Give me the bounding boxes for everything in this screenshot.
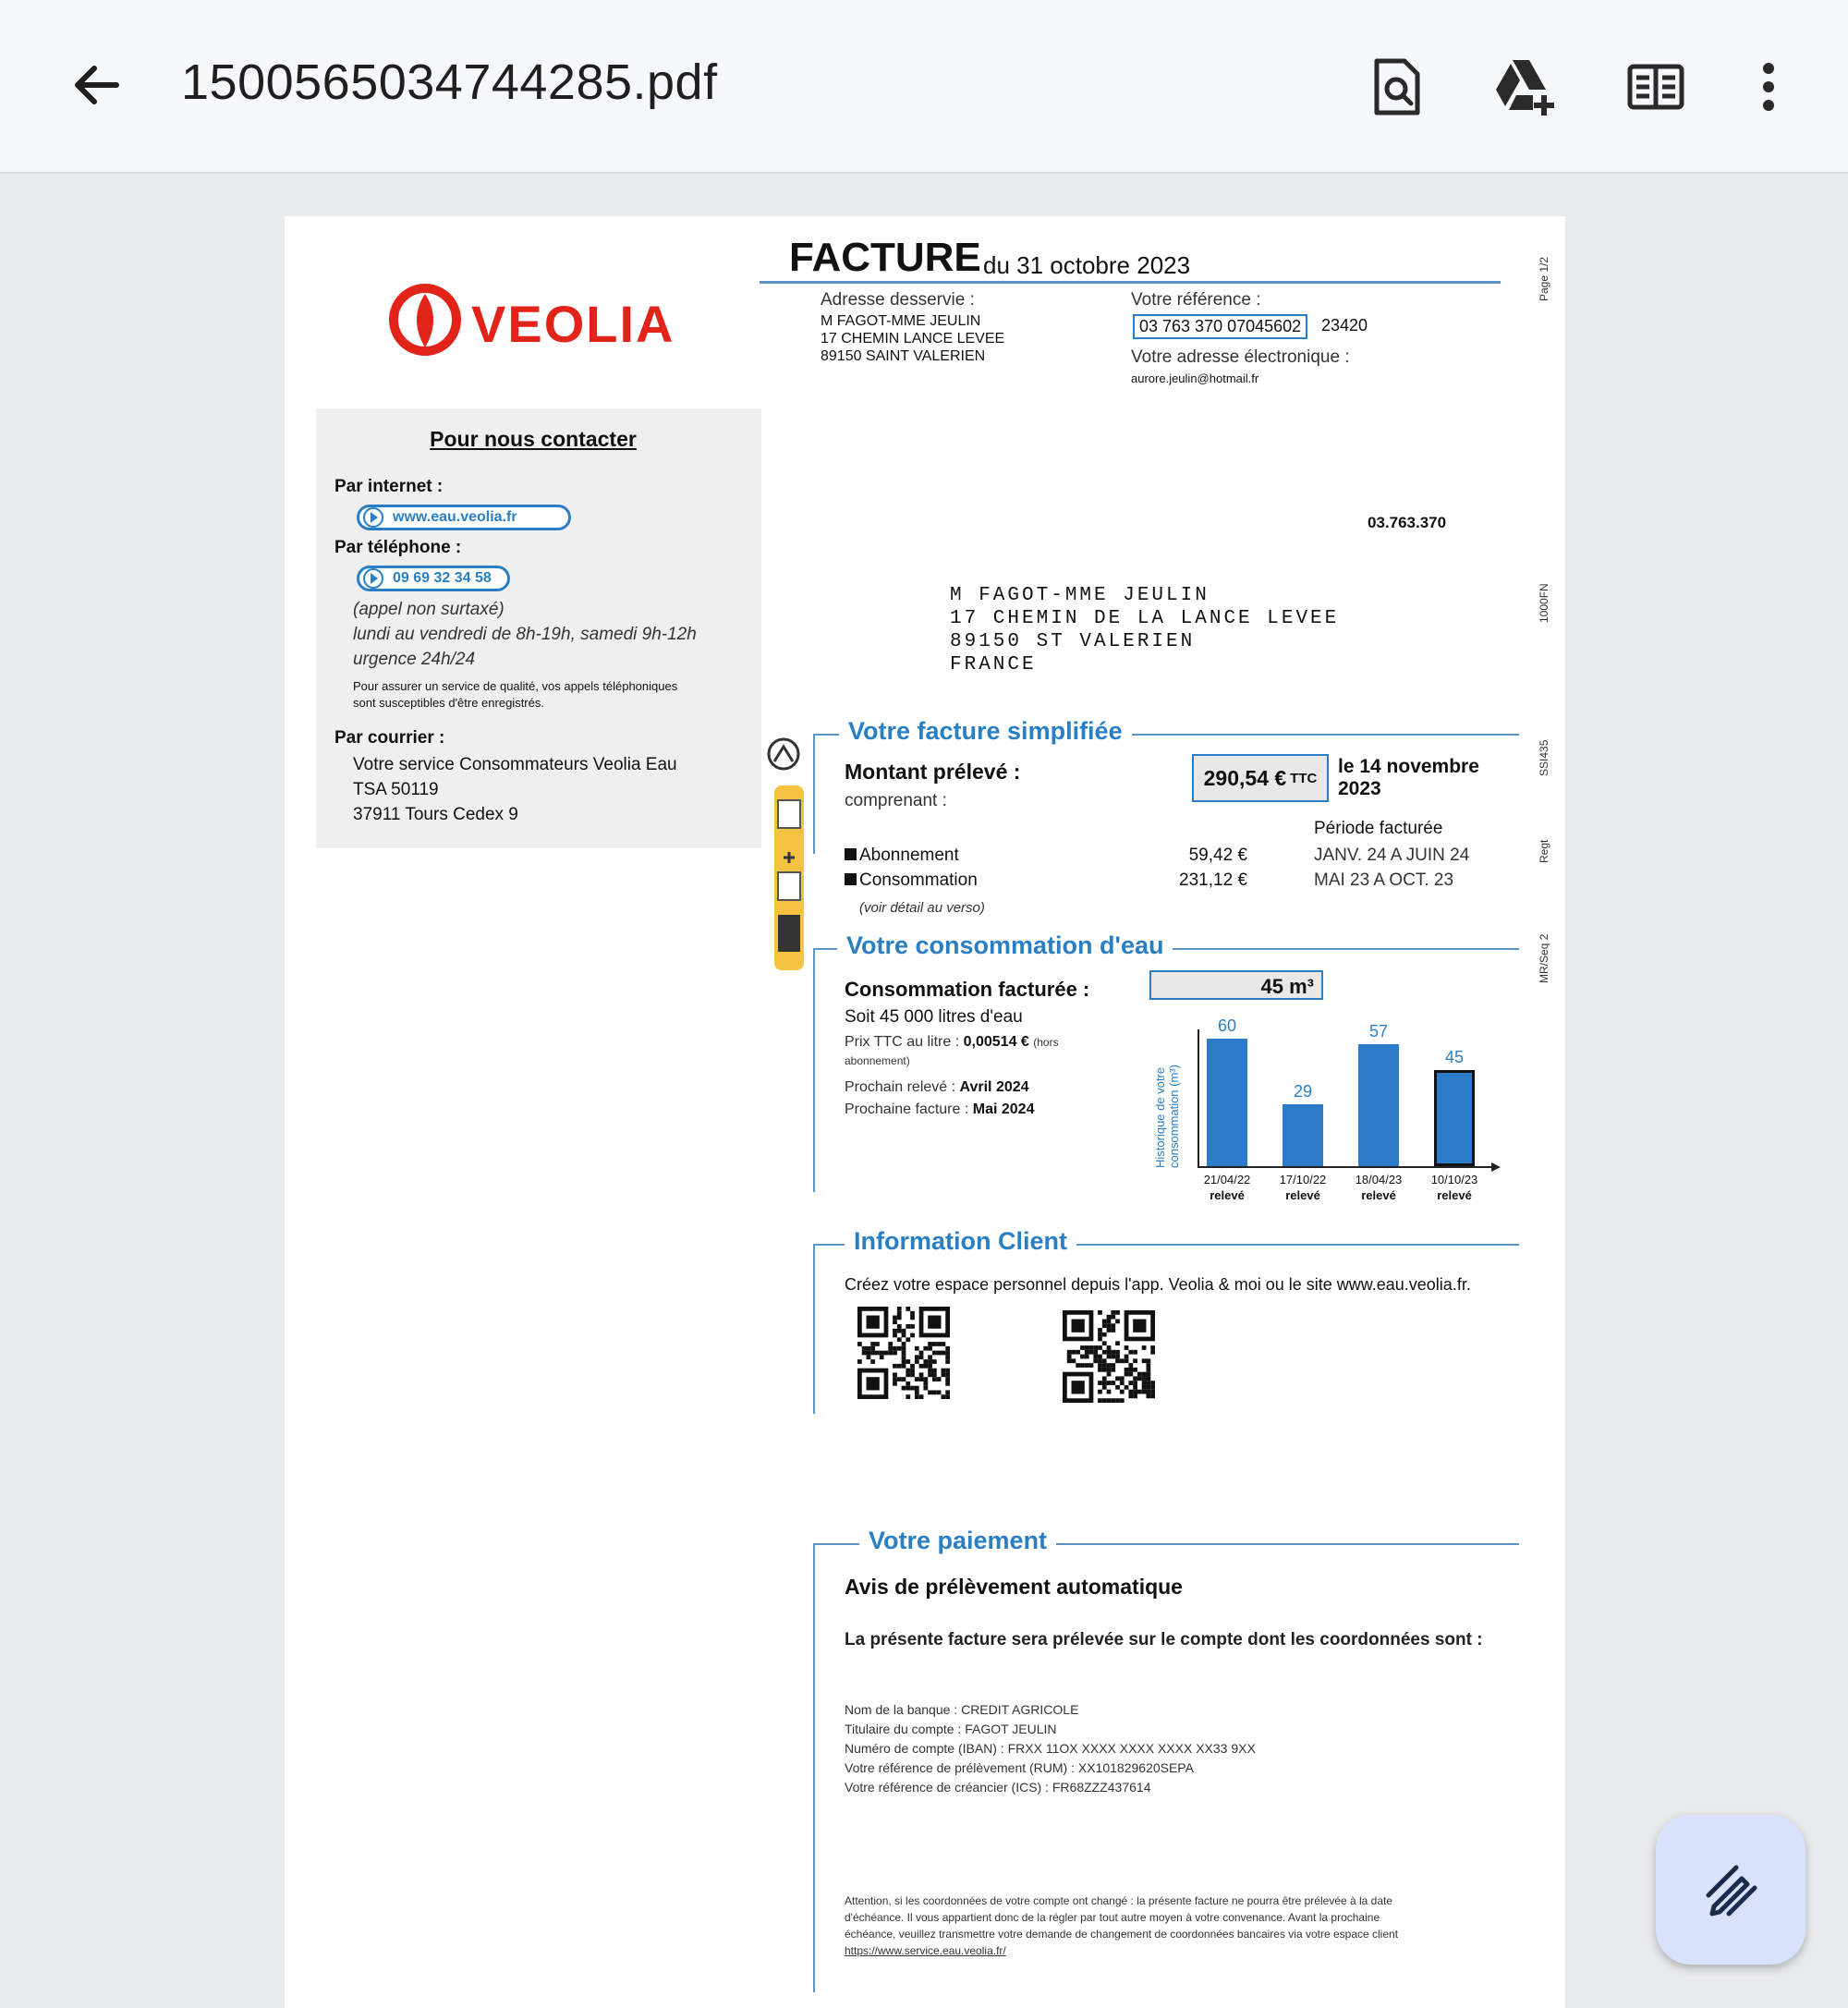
email-value: aurore.jeulin@hotmail.fr bbox=[1131, 371, 1259, 385]
billing-line-label: Consommation bbox=[859, 870, 978, 890]
reference-label: Votre référence : bbox=[1131, 290, 1261, 310]
chart-x-tick-label bbox=[1266, 1172, 1340, 1203]
tick-sublabel: relevé bbox=[1361, 1188, 1396, 1202]
tick-date: 21/04/22 bbox=[1203, 1173, 1251, 1187]
qr-code-google-play[interactable] bbox=[857, 1307, 950, 1399]
billing-line-period: JANV. 24 A JUIN 24 bbox=[1314, 846, 1470, 865]
payment-title: Votre paiement bbox=[859, 1527, 1056, 1555]
section-rule bbox=[1116, 734, 1519, 736]
page-marker: Page 1/2 bbox=[1538, 256, 1550, 301]
chart-x-tick-label bbox=[1417, 1172, 1491, 1203]
quality-note bbox=[353, 678, 677, 712]
phone-text: 09 69 32 34 58 bbox=[393, 570, 492, 586]
next-invoice-value: Mai 2024 bbox=[972, 1101, 1035, 1117]
section-rule bbox=[1070, 1244, 1519, 1246]
invoice-title: FACTURE bbox=[789, 235, 981, 280]
reader-mode-icon[interactable] bbox=[1623, 54, 1689, 120]
chart-data-label: 29 bbox=[1293, 1082, 1313, 1101]
axis-title-line: Historique de votre bbox=[1153, 1066, 1167, 1168]
pdf-page bbox=[285, 216, 1565, 2008]
qr-code-app-store[interactable] bbox=[1063, 1310, 1155, 1403]
website-text: www.eau.veolia.fr bbox=[393, 509, 517, 525]
bank-details bbox=[845, 1700, 1256, 1797]
section-rule bbox=[813, 1543, 859, 1545]
back-arrow-icon[interactable] bbox=[68, 57, 124, 113]
info-title: Information Client bbox=[845, 1227, 1076, 1256]
tick-date: 10/10/23 bbox=[1430, 1173, 1478, 1187]
consumption-chart bbox=[1190, 1011, 1504, 1214]
tick-date: 18/04/23 bbox=[1355, 1173, 1403, 1187]
billing-line-amount: 59,42 € bbox=[1188, 846, 1247, 865]
reference-suffix: 23420 bbox=[1321, 316, 1368, 335]
section-bracket bbox=[813, 734, 815, 854]
chart-bar bbox=[1207, 1039, 1247, 1166]
billing-line-amount: 231,12 € bbox=[1179, 870, 1247, 890]
hours-line: urgence 24h/24 bbox=[353, 650, 476, 669]
phone-hours bbox=[353, 597, 697, 672]
payment-warning bbox=[845, 1892, 1398, 1959]
chart-bar bbox=[1283, 1104, 1323, 1166]
tick-date: 17/10/22 bbox=[1279, 1173, 1327, 1187]
chart-axis-title bbox=[1153, 1020, 1181, 1168]
service-address-line: 89150 SAINT VALERIEN bbox=[821, 348, 986, 364]
website-link[interactable] bbox=[357, 505, 571, 530]
section-bracket bbox=[813, 948, 815, 1192]
section-rule bbox=[813, 1244, 846, 1246]
price-note: (hors abonnement) bbox=[845, 1036, 1059, 1067]
comprising-label: comprenant : bbox=[845, 791, 947, 810]
service-address bbox=[821, 312, 1004, 365]
simplified-invoice-title: Votre facture simplifiée bbox=[839, 717, 1132, 746]
due-date: le 14 novembre 2023 bbox=[1338, 756, 1479, 799]
eco-icons-strip bbox=[765, 734, 804, 1150]
top-app-bar bbox=[0, 0, 1848, 174]
customer-code: 03.763.370 bbox=[1368, 514, 1447, 531]
tick-sublabel: relevé bbox=[1210, 1188, 1245, 1202]
consumption-value: 45 m³ bbox=[1149, 970, 1323, 1000]
axis-arrow-icon bbox=[1491, 1162, 1501, 1172]
bullet-square-icon bbox=[845, 848, 857, 860]
mail-line: 37911 Tours Cedex 9 bbox=[353, 805, 518, 824]
chart-x-tick-label bbox=[1342, 1172, 1416, 1203]
warning-line: d'échéance. Il vous appartient donc de la régler par tout autre moyen à votre convenance. Avant la prochaine bbox=[845, 1911, 1380, 1924]
bank-detail-line: Numéro de compte (IBAN) : FRXX 11OX XXXX XXXX XXXX XX33 9XX bbox=[845, 1741, 1256, 1756]
amount-suffix: TTC bbox=[1290, 770, 1318, 786]
chart-bar bbox=[1358, 1044, 1399, 1166]
mailing-line: 89150 ST VALERIEN bbox=[950, 631, 1196, 652]
next-invoice-label: Prochaine facture : bbox=[845, 1101, 973, 1117]
contact-box bbox=[316, 408, 761, 848]
service-link[interactable]: https://www.service.eau.veolia.fr/ bbox=[845, 1944, 1006, 1957]
bank-detail-line: Votre référence de prélèvement (RUM) : XX101829620SEPA bbox=[845, 1760, 1194, 1775]
header-rule bbox=[760, 281, 1501, 284]
play-icon bbox=[363, 507, 383, 528]
mailing-line: M FAGOT-MME JEULIN bbox=[950, 585, 1210, 606]
hours-line: (appel non surtaxé) bbox=[353, 600, 505, 619]
next-reading-label: Prochain relevé : bbox=[845, 1079, 960, 1095]
phone-link[interactable] bbox=[357, 566, 510, 591]
chart-data-label: 45 bbox=[1444, 1048, 1465, 1066]
reference-number: 03 763 370 07045602 bbox=[1133, 314, 1307, 339]
bullet-square-icon bbox=[845, 873, 857, 885]
section-bracket bbox=[813, 1543, 815, 1992]
period-header: Période facturée bbox=[1314, 819, 1443, 838]
mail-line: TSA 50119 bbox=[353, 780, 439, 799]
warning-line: Attention, si les coordonnées de votre compte ont changé : la présente facture ne pourra être prélevée à la date bbox=[845, 1894, 1393, 1907]
chart-x-tick-label bbox=[1190, 1172, 1264, 1203]
chart-y-axis bbox=[1198, 1029, 1199, 1168]
mail-line: Votre service Consommateurs Veolia Eau bbox=[353, 755, 677, 774]
consumption-label: Consommation facturée : bbox=[845, 978, 1090, 1001]
billing-line-label: Abonnement bbox=[859, 846, 959, 865]
billing-line bbox=[845, 843, 1510, 868]
next-invoice bbox=[845, 1101, 1034, 1118]
billing-lines bbox=[845, 843, 1510, 893]
phone-label: Par téléphone : bbox=[334, 538, 462, 557]
mailing-line: FRANCE bbox=[950, 654, 1037, 675]
next-reading bbox=[845, 1079, 1029, 1096]
annotate-fab[interactable] bbox=[1656, 1815, 1805, 1965]
mail-label: Par courrier : bbox=[334, 728, 445, 748]
amount-label: Montant prélevé : bbox=[845, 760, 1021, 784]
mail-address bbox=[353, 752, 677, 827]
drive-add-icon[interactable] bbox=[1491, 54, 1558, 120]
payment-heading: Avis de prélèvement automatique bbox=[845, 1575, 1183, 1599]
price-value: 0,00514 € bbox=[963, 1034, 1029, 1050]
next-reading-value: Avril 2024 bbox=[959, 1079, 1029, 1095]
quality-note-line: sont susceptibles d'être enregistrés. bbox=[353, 696, 544, 710]
search-document-icon[interactable] bbox=[1364, 54, 1430, 120]
play-icon bbox=[363, 568, 383, 589]
side-code: SSI435 bbox=[1538, 739, 1550, 776]
email-label: Votre adresse électronique : bbox=[1131, 347, 1350, 367]
litres-text: Soit 45 000 litres d'eau bbox=[845, 1007, 1023, 1027]
section-bracket bbox=[813, 1244, 815, 1414]
amount-box bbox=[1192, 754, 1329, 802]
chart-x-axis bbox=[1198, 1166, 1495, 1168]
chart-bar bbox=[1434, 1070, 1475, 1166]
document-title: 1500565034744285.pdf bbox=[181, 55, 718, 110]
tick-sublabel: relevé bbox=[1437, 1188, 1472, 1202]
price-per-litre bbox=[845, 1033, 1094, 1070]
info-text: Créez votre espace personnel depuis l'app. Veolia & moi ou le site www.eau.veolia.fr. bbox=[845, 1275, 1471, 1294]
payment-intro: La présente facture sera prélevée sur le compte dont les coordonnées sont : bbox=[845, 1630, 1483, 1649]
quality-note-line: Pour assurer un service de qualité, vos appels téléphoniques bbox=[353, 679, 678, 693]
pen-annotate-icon bbox=[1701, 1860, 1760, 1919]
invoice-date: du 31 octobre 2023 bbox=[983, 251, 1191, 279]
service-address-line: 17 CHEMIN LANCE LEVEE bbox=[821, 331, 1005, 347]
chart-data-label: 60 bbox=[1217, 1016, 1237, 1035]
veolia-logo bbox=[388, 283, 462, 361]
hours-line: lundi au vendredi de 8h-19h, samedi 9h-12h bbox=[353, 625, 697, 644]
consumption-title: Votre consommation d'eau bbox=[837, 931, 1173, 960]
chart-data-label: 57 bbox=[1368, 1022, 1389, 1041]
billing-line bbox=[845, 868, 1510, 893]
veolia-logo-text: VEOLIA bbox=[471, 295, 675, 353]
tick-sublabel: relevé bbox=[1285, 1188, 1320, 1202]
more-vert-icon[interactable] bbox=[1735, 54, 1802, 120]
internet-label: Par internet : bbox=[334, 477, 444, 496]
billing-line-period: MAI 23 A OCT. 23 bbox=[1314, 870, 1454, 890]
contact-title: Pour nous contacter bbox=[430, 427, 637, 451]
service-address-label: Adresse desservie : bbox=[821, 290, 975, 310]
price-label: Prix TTC au litre : bbox=[845, 1034, 964, 1050]
axis-title-line: consommation (m³) bbox=[1167, 1065, 1181, 1168]
mailing-address bbox=[950, 584, 1339, 676]
section-rule bbox=[1053, 1543, 1519, 1545]
bank-detail-line: Nom de la banque : CREDIT AGRICOLE bbox=[845, 1702, 1079, 1717]
side-code: 1000FN bbox=[1538, 583, 1550, 623]
bank-detail-line: Titulaire du compte : FAGOT JEULIN bbox=[845, 1722, 1057, 1736]
amount-value: 290,54 € bbox=[1203, 765, 1287, 790]
bank-detail-line: Votre référence de créancier (ICS) : FR68ZZZ437614 bbox=[845, 1780, 1151, 1795]
detail-note: (voir détail au verso) bbox=[859, 900, 985, 916]
service-address-line: M FAGOT-MME JEULIN bbox=[821, 313, 981, 329]
side-code: MR/Seq 2 bbox=[1538, 933, 1550, 983]
side-code: Regt bbox=[1538, 839, 1550, 863]
mailing-line: 17 CHEMIN DE LA LANCE LEVEE bbox=[950, 608, 1340, 629]
warning-line: échéance, veuillez transmettre votre demande de changement de coordonnées bancaires via votre espace client bbox=[845, 1928, 1399, 1941]
section-rule bbox=[1155, 948, 1519, 950]
